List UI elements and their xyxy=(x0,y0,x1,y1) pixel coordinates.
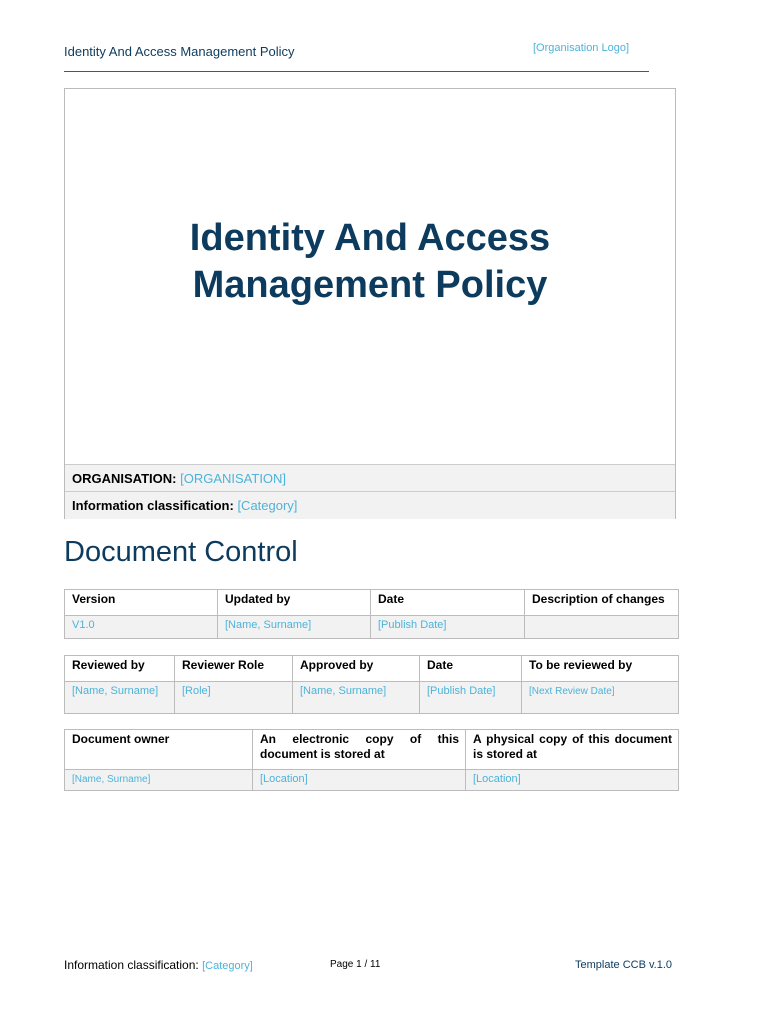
template-version: Template CCB v.1.0 xyxy=(575,959,673,971)
organisation-logo-placeholder: [Organisation Logo] xyxy=(533,42,630,54)
table-header-row xyxy=(65,730,679,770)
table-header-cell: Date xyxy=(420,656,522,682)
table-cell: [Next Review Date] xyxy=(522,682,679,714)
cover-title xyxy=(65,215,675,309)
organisation-value: [ORGANISATION] xyxy=(180,471,287,486)
table-header-cell: Description of changes xyxy=(525,590,679,616)
table-header-cell: Updated by xyxy=(218,590,371,616)
table-cell: [Name, Surname] xyxy=(65,770,253,791)
table-header-cell: Date xyxy=(371,590,525,616)
document-control-heading: Document Control xyxy=(64,536,298,568)
table-cell: [Name, Surname] xyxy=(218,616,371,639)
header-divider xyxy=(64,71,649,72)
table-cell: [Name, Surname] xyxy=(65,682,175,714)
table-header-row xyxy=(65,656,679,682)
table-row xyxy=(65,682,679,714)
table-header-cell: Document owner xyxy=(65,730,253,770)
table-cell: [Publish Date] xyxy=(420,682,522,714)
header-title: Identity And Access Management Policy xyxy=(64,44,295,59)
table-cell: [Location] xyxy=(466,770,679,791)
table-header-row xyxy=(65,590,679,616)
cover-title-line1: Identity And Access xyxy=(189,217,551,259)
classification-row xyxy=(65,491,675,519)
table-cell: [Publish Date] xyxy=(371,616,525,639)
classification-label: Information classification: xyxy=(72,498,234,513)
review-table xyxy=(64,655,679,714)
table-row xyxy=(65,616,679,639)
table-header-cell: To be reviewed by xyxy=(522,656,679,682)
cover-title-line2: Management Policy xyxy=(192,264,548,306)
table-cell xyxy=(525,616,679,639)
organisation-row xyxy=(65,464,675,492)
page-number: Page 1 / 11 xyxy=(330,959,381,970)
table-cell: [Role] xyxy=(175,682,293,714)
table-cell: [Name, Surname] xyxy=(293,682,420,714)
table-header-cell: Version xyxy=(65,590,218,616)
organisation-label: ORGANISATION: xyxy=(72,471,177,486)
table-header-cell: A physical copy of this document is stored at xyxy=(466,730,679,770)
cover-box xyxy=(64,88,676,519)
table-header-cell: Reviewer Role xyxy=(175,656,293,682)
table-header-cell: An electronic copy of this document is stored at xyxy=(253,730,466,770)
footer-classification-value: [Category] xyxy=(202,960,253,972)
table-header-cell: Reviewed by xyxy=(65,656,175,682)
version-table xyxy=(64,589,679,639)
table-row xyxy=(65,770,679,791)
storage-table xyxy=(64,729,679,791)
table-cell: [Location] xyxy=(253,770,466,791)
classification-value: [Category] xyxy=(237,498,298,513)
table-header-cell: Approved by xyxy=(293,656,420,682)
footer-classification xyxy=(64,958,253,972)
footer-classification-label: Information classification: xyxy=(64,958,199,972)
table-cell: V1.0 xyxy=(65,616,218,639)
